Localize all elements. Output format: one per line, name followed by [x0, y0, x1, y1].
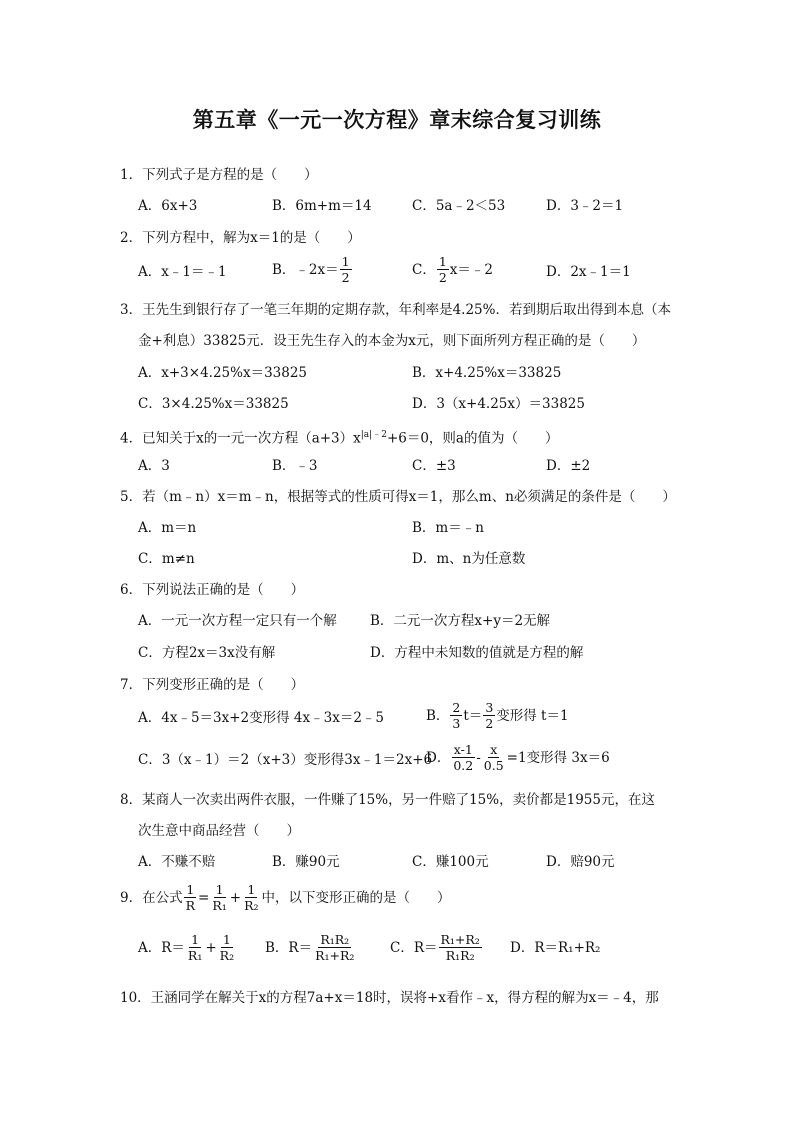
question-5-stem: 5．若（m﹣n）x＝m﹣n，根据等式的性质可得x＝1，那么m、n必须满足的条件是（ ）: [120, 489, 676, 505]
fraction-one-half: $\frac{1}{2}$: [341, 254, 350, 285]
question-2-option-a: A．x﹣1＝﹣1: [138, 264, 227, 280]
question-2-option-b: B．﹣2x＝ $\frac{1}{2}$: [272, 254, 350, 285]
question-1-option-c: C．5a﹣2＜53: [412, 198, 506, 214]
question-4-option-b: B．﹣3: [272, 458, 318, 474]
question-9-option-a: A．R＝ $\frac{1}{\text{R₁}}$ + $\frac{1}{\text{R₂}}$: [138, 932, 235, 963]
question-3-stem-continued: 金+利息）33825元．设王先生存入的本金为x元，则下面所列方程正确的是（ ）: [138, 333, 646, 349]
question-8-option-a: A．不赚不赔: [138, 854, 216, 870]
question-1-stem: 1．下列式子是方程的是（ ）: [120, 167, 318, 183]
question-6-option-b: B．二元一次方程x+y＝2无解: [370, 613, 551, 629]
fraction-one-half: $\frac{1}{2}$: [438, 254, 447, 285]
question-9-stem: 9．在公式 $\frac{1}{R}$ = $\frac{1}{\text{R₁}}$ + $\frac{1}{\text{R₂}}$ 中，以下变形正确的是（ ）: [120, 882, 451, 913]
question-3-option-a: A．x+3×4.25%x＝33825: [138, 365, 308, 381]
question-2-stem: 2．下列方程中，解为x＝1的是（ ）: [120, 230, 361, 246]
question-1-option-a: A．6x+3: [138, 198, 198, 214]
question-4-option-a: A．3: [138, 458, 170, 474]
question-5-option-c: C．m≠n: [138, 551, 195, 567]
question-5-option-a: A．m＝n: [138, 520, 197, 536]
question-7-stem: 7．下列变形正确的是（ ）: [120, 677, 305, 693]
question-1-option-b: B．6m+m＝14: [272, 198, 372, 214]
question-8-option-c: C．赚100元: [412, 854, 489, 870]
question-9-option-b: B．R＝ $\frac{\text{R₁R₂}}{\text{R₁+R₂}}$: [265, 932, 355, 963]
question-5-option-b: B．m＝﹣n: [412, 520, 484, 536]
question-9-option-d: D．R＝R₁+R₂: [510, 940, 601, 956]
question-2-option-c: C． $\frac{1}{2}$ x＝﹣2: [412, 254, 493, 285]
question-8-option-d: D．赔90元: [546, 854, 615, 870]
question-7-option-c: C．3（x﹣1）＝2（x+3）变形得3x﹣1＝2x+6: [138, 752, 433, 768]
question-8-option-b: B．赚90元: [272, 854, 340, 870]
question-8-stem-continued: 次生意中商品经营（ ）: [138, 823, 300, 839]
question-3-option-d: D．3（x+4.25x）＝33825: [412, 396, 585, 412]
question-6-option-d: D．方程中未知数的值就是方程的解: [370, 645, 584, 661]
question-6-option-a: A．一元一次方程一定只有一个解: [138, 613, 337, 629]
question-5-option-d: D．m、n为任意数: [412, 551, 526, 567]
question-3-option-c: C．3×4.25%x＝33825: [138, 396, 289, 412]
question-4-option-d: D．±2: [546, 458, 591, 474]
question-1-option-d: D．3﹣2＝1: [546, 198, 624, 214]
question-6-option-c: C．方程2x＝3x没有解: [138, 645, 276, 661]
question-7-option-a: A．4x﹣5＝3x+2变形得 4x﹣3x＝2﹣5: [138, 710, 385, 726]
question-6-stem: 6．下列说法正确的是（ ）: [120, 582, 305, 598]
question-4-stem: 4．已知关于x的一元一次方程$(a+3)x^{|a|﹣2}+6=0$，则a的值为（ ）: [120, 430, 559, 447]
question-8-stem: 8．某商人一次卖出两件衣服，一件赚了15%，另一件赔了15%，卖价都是1955元，在这: [120, 792, 655, 808]
question-7-option-d: D． $\frac{x-1}{0.2}$ - $\frac{x}{0.5}$ =1变形得 3x＝6: [426, 742, 610, 773]
question-9-option-c: C．R＝ $\frac{\text{R₁+R₂}}{\text{R₁R₂}}$: [390, 932, 480, 963]
question-2-option-d: D．2x﹣1＝1: [546, 264, 631, 280]
question-3-option-b: B．x+4.25%x＝33825: [412, 365, 562, 381]
question-3-stem: 3．王先生到银行存了一笔三年期的定期存款，年利率是4.25%．若到期后取出得到本息（本: [120, 302, 671, 318]
question-10-stem: 10．王涵同学在解关于x的方程7a+x＝18时，误将+x看作﹣x，得方程的解为x＝﹣4，那: [120, 990, 659, 1006]
question-7-option-b: B． $\frac{2}{3}$ t＝ $\frac{3}{2}$ 变形得 t＝1: [426, 700, 569, 731]
document-title: 第五章《一元一次方程》章末综合复习训练: [192, 107, 602, 132]
question-4-option-c: C．±3: [412, 458, 456, 474]
